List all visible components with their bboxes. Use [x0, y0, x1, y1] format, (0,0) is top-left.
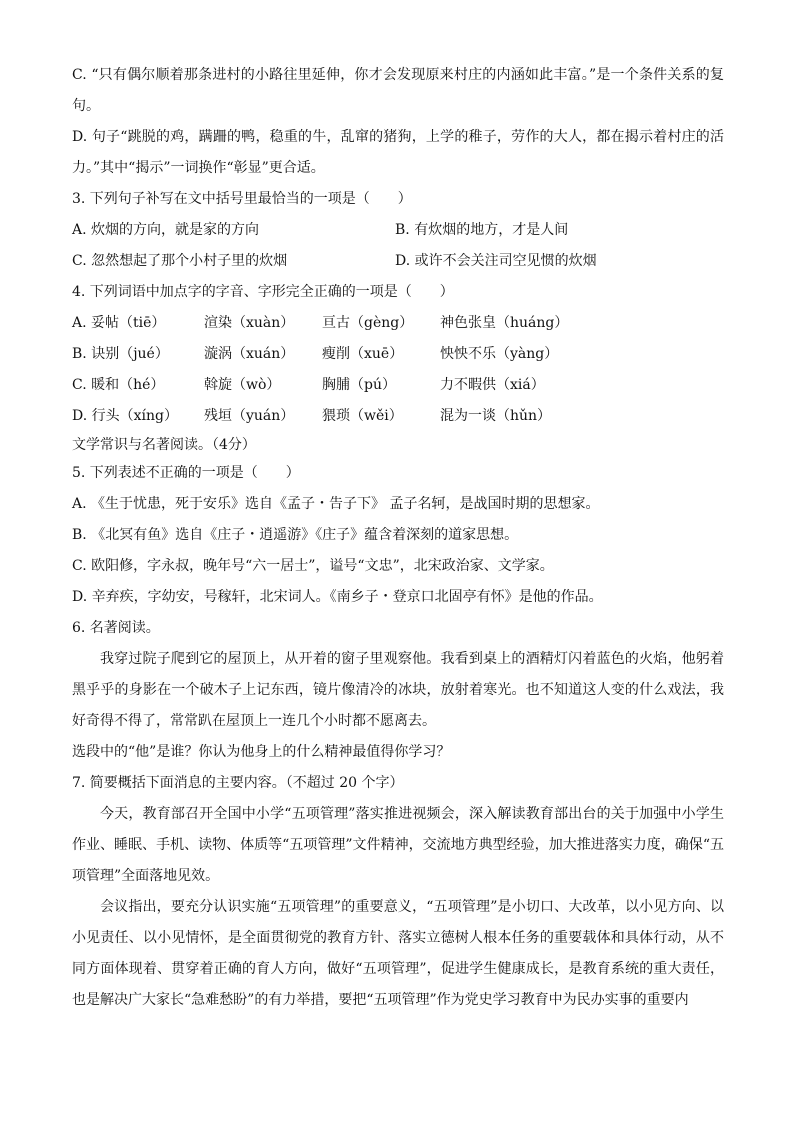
q4-row-b: [72, 339, 724, 370]
q4-d-word-3: 猥琐（wěi）: [322, 408, 403, 424]
q6-passage: 我穿过院子爬到它的屋顶上，从开着的窗子里观察他。我看到桌上的酒精灯闪着蓝色的火焰，他躬着黑乎乎的身影在一个破木子上记东西，镜片像清冷的冰块，放射着寒光。也不知道这人变的什么戏法，我好奇得不得了，常常趴在屋顶上一连几个小时都不愿离去。: [72, 651, 724, 729]
q3-option-a: A. 炊烟的方向，就是家的方向: [72, 222, 260, 238]
q2-option-c: C. “只有偶尔顺着那条进村的小路往里延伸，你才会发现原来村庄的内涵如此丰富。”是一个条件关系的复句。: [72, 67, 724, 114]
q7-paragraph-2: 会议指出，要充分认识实施“五项管理”的重要意义，“五项管理”是小切口、大改革，以小见方向、以小见责任、以小见情怀，是全面贯彻党的教育方针、落实立德树人根本任务的重要载体和具体行动，从不同方面体现着、贯穿着正确的育人方向，做好“五项管理”，促进学生健康成长，是教育系统的重大责任，也是解决广大家长“急难愁盼”的有力举措，要把“五项管理”作为党史学习教育中为民办实事的重要内: [72, 899, 724, 1008]
q3-options-row-1: [72, 215, 724, 246]
q4-a-word-1: A. 妥帖（tiē）: [72, 315, 166, 331]
q2-option-d: D. 句子“跳脱的鸡，蹒跚的鸭，稳重的牛，乱窜的猪狗，上学的稚子，劳作的大人，都在揭示着村庄的活力。”其中“揭示”一词换作“彰显”更合适。: [72, 129, 724, 176]
q4-d-word-1: D. 行头（xíng）: [72, 408, 178, 424]
q5-option-d: D. 辛弃疾，字幼安，号稼轩，北宋词人。《南乡子・登京口北固亭有怀》是他的作品。: [72, 589, 603, 605]
q4-d-word-2: 残垣（yuán）: [204, 408, 295, 424]
q6-question: 选段中的“他”是谁？你认为他身上的什么精神最值得你学习？: [72, 744, 451, 760]
q4-c-word-4: 力不暇供（xiá）: [440, 377, 545, 393]
q4-row-d: [72, 401, 724, 432]
exam-page: [72, 60, 724, 1016]
q4-b-word-1: B. 诀别（jué）: [72, 346, 169, 362]
q3-stem: 3. 下列句子补写在文中括号里最恰当的一项是（ ）: [72, 191, 412, 207]
q5-option-b: B. 《北冥有鱼》选自《庄子・逍遥游》《庄子》蕴含着深刻的道家思想。: [72, 527, 519, 543]
q4-a-word-3: 亘古（gèng）: [322, 315, 414, 331]
q4-d-word-4: 混为一谈（hǔn）: [440, 408, 552, 424]
q4-c-word-3: 胸脯（pú）: [322, 377, 396, 393]
q6-stem: 6. 名著阅读。: [72, 620, 160, 636]
q5-option-c: C. 欧阳修，字永叔，晚年号“六一居士”，谥号“文忠”，北宋政治家、文学家。: [72, 558, 554, 574]
q4-a-word-2: 渲染（xuàn）: [204, 315, 295, 331]
q4-stem: 4. 下列词语中加点字的字音、字形完全正确的一项是（ ）: [72, 284, 454, 300]
q3-options-row-2: [72, 246, 724, 277]
q7-stem: 7. 简要概括下面消息的主要内容。（不超过 20 个字）: [72, 775, 404, 791]
q4-c-word-2: 斡旋（wò）: [204, 377, 281, 393]
q4-c-word-1: C. 暖和（hé）: [72, 377, 165, 393]
q3-option-b: B. 有炊烟的地方，才是人间: [395, 222, 569, 238]
q4-a-word-4: 神色张皇（huáng）: [440, 315, 569, 331]
section-heading: 文学常识与名著阅读。（4分）: [72, 437, 256, 453]
q7-paragraph-1: 今天，教育部召开全国中小学“五项管理”落实推进视频会，深入解读教育部出台的关于加强中小学生作业、睡眠、手机、读物、体质等“五项管理”文件精神，交流地方典型经验，加大推进落实力度，确保“五项管理”全面落地见效。: [72, 806, 724, 884]
q4-b-word-2: 漩涡（xuán）: [204, 346, 295, 362]
q3-option-c: C. 忽然想起了那个小村子里的炊烟: [72, 253, 288, 269]
q4-b-word-3: 瘦削（xuē）: [322, 346, 404, 362]
q4-b-word-4: 怏怏不乐（yàng）: [440, 346, 559, 362]
q3-option-d: D. 或许不会关注司空见惯的炊烟: [395, 253, 597, 269]
q4-row-c: [72, 370, 724, 401]
q5-stem: 5. 下列表述不正确的一项是（ ）: [72, 465, 300, 481]
q4-row-a: [72, 308, 724, 339]
q5-option-a: A. 《生于忧患，死于安乐》选自《孟子・告子下》 孟子名轲，是战国时期的思想家。: [72, 496, 600, 512]
